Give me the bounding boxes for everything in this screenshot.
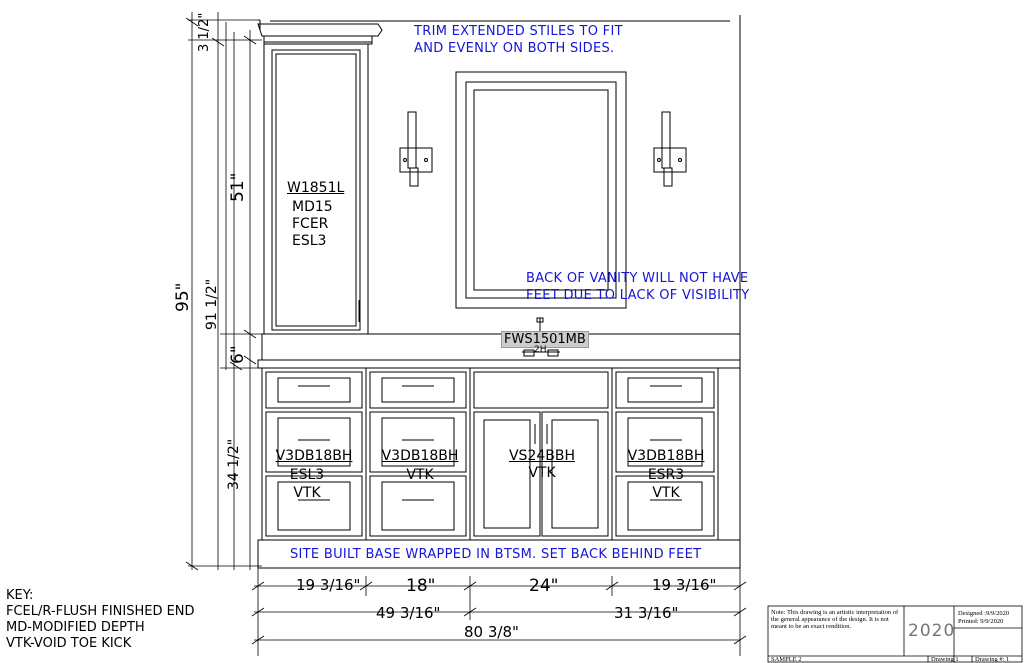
base-cabinet-1-mod-2: VTK [293, 485, 321, 501]
dim-overall: 80 3/8" [464, 623, 519, 641]
trim-note-line2: AND EVENLY ON BOTH SIDES. [414, 41, 615, 56]
countertop [258, 360, 740, 368]
base-cabinet-4-code: V3DB18BH [627, 448, 705, 464]
logo-text: 2020 [908, 621, 956, 641]
dim-right-group: 31 3/16" [614, 604, 679, 622]
dim-seg-3: 24" [529, 576, 559, 596]
dim-left-group: 49 3/16" [376, 604, 441, 622]
title-block-logo [908, 621, 955, 641]
faucet-sub: 2H [534, 345, 547, 355]
vanity-note-line2: FEET DUE TO LACK OF VISIBILITY [526, 288, 750, 303]
dim-seg-4: 19 3/16" [652, 576, 717, 594]
base-cabinet-1-code: V3DB18BH [275, 448, 353, 464]
title-block-note: Note: This drawing is an artistic interpretation of the general appearance of the design. It is not meant to be an exact rendition. [771, 609, 899, 630]
dim-backsplash: 6" [228, 345, 248, 364]
title-block-drawing-number: Drawing #: 1 [975, 656, 1010, 663]
faucet-code: FWS1501MB [501, 331, 589, 348]
wall-cabinet-code: W1851L [287, 180, 345, 196]
dim-total-height: 95" [173, 282, 193, 312]
dim-wall-cabinet: 51" [228, 172, 248, 202]
title-block-printed: Printed: 9/9/2020 [958, 618, 1004, 625]
title-block-drawing: Drawing 1 [931, 656, 959, 663]
dim-seg-2: 18" [406, 576, 436, 596]
base-cabinet-1-mod-1: ESL3 [289, 467, 325, 483]
key-line-3: VTK-VOID TOE KICK [6, 636, 132, 651]
wall-outline [258, 15, 740, 335]
dim-base-height: 34 1/2" [226, 438, 242, 490]
dim-to-counter: 91 1/2" [204, 278, 220, 330]
base-cabinet-3-mod-1: VTK [528, 465, 556, 481]
base-cabinet-3-code: VS24BBH [508, 448, 575, 464]
base-cabinet-2-mod-1: VTK [406, 467, 434, 483]
vanity-note-line1: BACK OF VANITY WILL NOT HAVE [526, 271, 749, 286]
dim-seg-1: 19 3/16" [296, 576, 361, 594]
key-line-2: MD-MODIFIED DEPTH [6, 620, 145, 635]
base-cabinet-4-mod-1: ESR3 [647, 467, 685, 483]
dim-crown: 3 1/2" [197, 12, 212, 52]
title-block-designed: Designed :9/9/2020 [958, 610, 1010, 617]
left-sconce [400, 112, 432, 186]
key-line-1: FCEL/R-FLUSH FINISHED END [6, 604, 195, 619]
right-sconce [654, 112, 686, 186]
trim-note-line1: TRIM EXTENDED STILES TO FIT [414, 24, 623, 39]
title-block-sample: SAMPLE 2 [771, 656, 802, 663]
vertical-dimension-lines [186, 12, 262, 570]
base-cabinet-2-code: V3DB18BH [381, 448, 459, 464]
base-cabinet-4-mod-2: VTK [652, 485, 680, 501]
wall-cabinet-mod-3: ESL3 [292, 233, 327, 249]
wall-cabinet-mod-2: FCER [292, 216, 329, 232]
wall-cabinet-mod-1: MD15 [292, 199, 333, 215]
crown-molding [258, 24, 382, 44]
key-title: KEY: [6, 588, 34, 603]
base-note: SITE BUILT BASE WRAPPED IN BTSM. SET BACK BEHIND FEET [290, 547, 702, 562]
